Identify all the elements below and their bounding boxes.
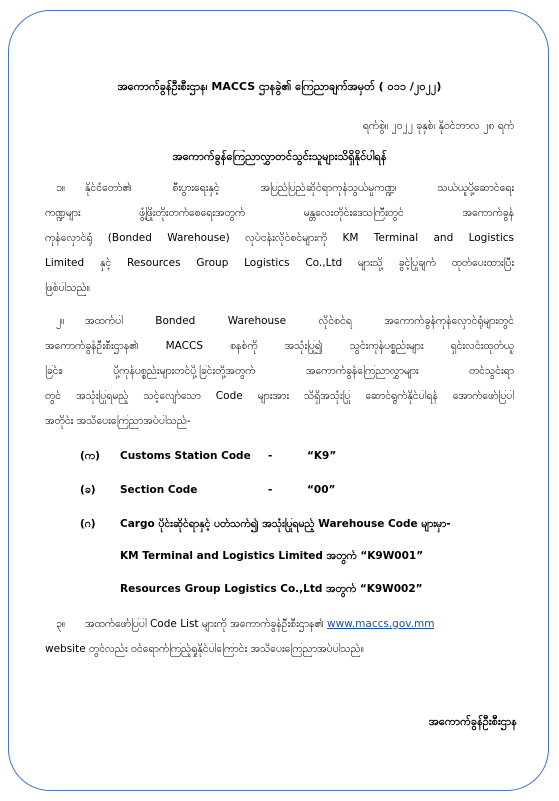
para2-line5: အတိုင်း အသိပေးကြေညာအပ်ပါသည်- — [45, 415, 191, 427]
code-c-line2: KM Terminal and Logistics Limited အတွက် “K9W001” — [120, 550, 424, 562]
code-b-value: “00” — [307, 484, 336, 496]
para1-line3: ကုန်လှောင်ရုံ (Bonded Warehouse) လုပ်ငန်းလိုင်စင်များကို KM Terminal and Logistics — [45, 232, 514, 244]
para1-line4: Limited နှင့် Resources Group Logistics Co.,Ltd များသို့ ခွင့်ပြုချက် ထုတ်ပေးထားပြီး — [45, 257, 514, 269]
para1-line5: ဖြစ်ပါသည်။ — [45, 282, 90, 294]
para1-number: ၁။ — [56, 182, 66, 194]
maccs-website-link[interactable]: www.maccs.gov.mm — [327, 618, 435, 630]
code-c-marker: (ဂ) — [80, 518, 96, 530]
para3-line2: website တွင်လည်း ဝင်ရောက်ကြည့်ရှုနိုင်ပါကြောင်း အသိပေးကြေညာအပ်ပါသည်။ — [45, 643, 364, 655]
para3-line1 — [85, 618, 434, 633]
code-b-dash: - — [268, 484, 273, 496]
para1-line2: ကဏ္ဍများ ဖွံ့ဖြိုးတိုးတက်စေရေးအတွက် မန္တလေးတိုင်းဒေသကြီးတွင် အကောက်ခွန် — [45, 207, 514, 219]
para1-line1: နိုင်ငံတော်၏ စီးပွားရေးနှင့် အပြည်ပြည်ဆိုင်ရာကုန်သွယ်မှုကဏ္ဍ၊ သယ်ယူပို့ဆောင်ရေး — [85, 182, 514, 194]
code-a-dash: - — [268, 450, 273, 462]
announcement-title: အကောက်ခွန်ဦးစီးဌာန၊ MACCS ဌာနခွဲ၏ ကြေညာချက်အမှတ် ( ၀၁၁ /၂၀၂၂) — [117, 80, 442, 93]
para3-line1-text: အထက်ဖော်ပြပါ Code List များကို အကောက်ခွန်ဦးစီးဌာန၏ — [85, 618, 324, 630]
code-b-label: Section Code — [120, 484, 198, 496]
announcement-date: ရက်စွဲ။ ၂၀၂၂ ခုနှစ်၊ နိုဝင်ဘာလ ၂၈ ရက် — [362, 120, 514, 132]
code-a-value: “K9” — [307, 450, 337, 462]
code-a-label: Customs Station Code — [120, 450, 251, 462]
code-b-marker: (ခ) — [80, 484, 96, 496]
code-c-line3: Resources Group Logistics Co.,Ltd အတွက် “K9W002” — [120, 583, 423, 595]
signature-block: အကောက်ခွန်ဦးစီးဌာန — [428, 715, 517, 728]
code-a-marker: (က) — [80, 450, 100, 462]
para3-number: ၃။ — [56, 618, 66, 630]
para2-number: ၂။ — [56, 315, 65, 327]
code-c-line1: Cargo ပိုင်းဆိုင်ရာနှင့် ပတ်သက်၍ အသုံးပြုရမည့် Warehouse Code များမှာ- — [120, 518, 451, 530]
para2-line2: အကောက်ခွန်ဦးစီးဌာန၏ MACCS စနစ်ကို အသုံးပြု၍ သွင်းကုန်ပစ္စည်းများ ရှင်းလင်းထုတ်ယူ — [45, 340, 514, 352]
para2-line4: တွင် အသုံးပြုရမည့် သင့်လျော်သော Code များအား သိရှိအသုံးပြု ဆောင်ရွက်နိုင်ပါရန် အောက်ဖော်ပြပါ — [45, 390, 514, 402]
announcement-subject: အကောက်ခွန်ကြေညာလွှာတင်သွင်းသူများသိရှိနိုင်ပါရန် — [172, 150, 387, 163]
para2-line3: ခြင်း၊ ပို့ကုန်ပစ္စည်းများတင်ပို့ခြင်းတို့အတွက် အကောက်ခွန်ကြေညာလွှာများ တင်သွင်းရာ — [45, 365, 514, 377]
para2-line1: အထက်ပါ Bonded Warehouse လိုင်စင်ရ အကောက်ခွန်ကုန်လှောင်ရုံများတွင် — [85, 315, 514, 327]
